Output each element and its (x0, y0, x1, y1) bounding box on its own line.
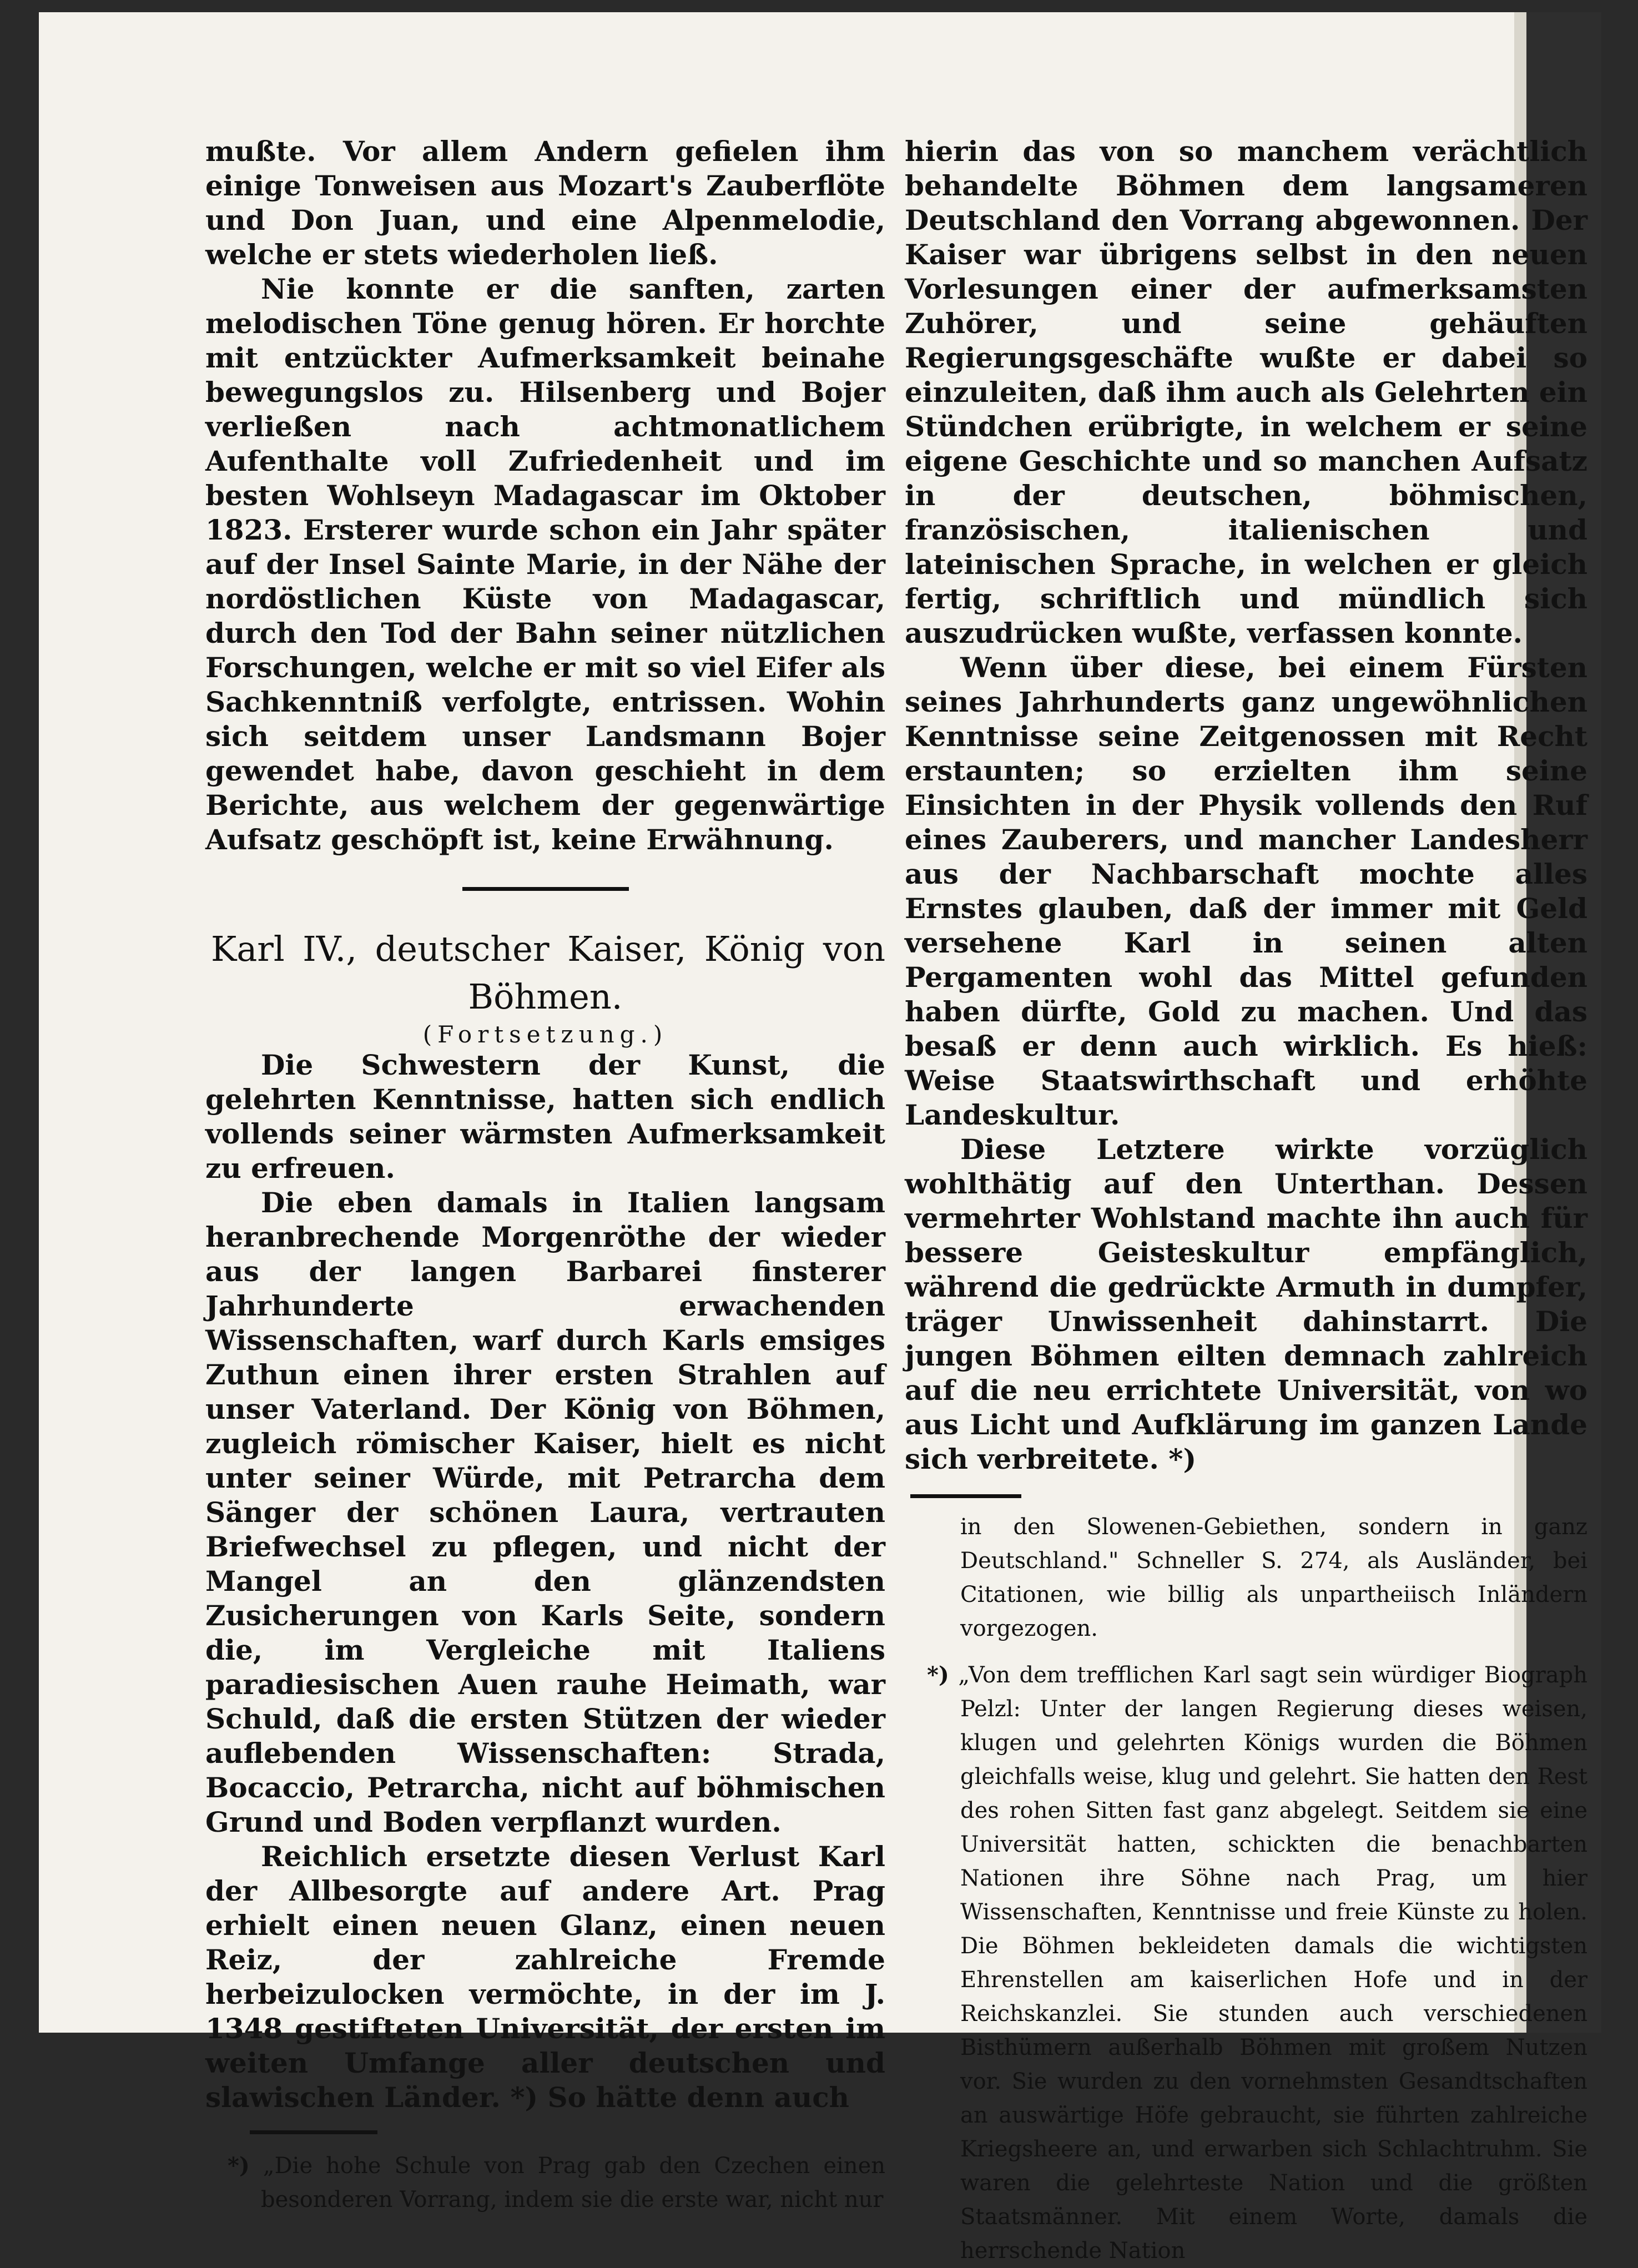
section-divider (462, 887, 629, 891)
right-column (905, 134, 1587, 2268)
article-title-line: Böhmen. (468, 976, 623, 1017)
paragraph: Nie konnte er die sanften, zarten melodischen Töne genug hören. Er horchte mit entzückter Aufmerksamkeit beinahe bewegungslos zu. Hilsenberg und Bojer verließen nach achtmonatlichem Aufenthalte voll Zufriedenheit und im besten Wohlseyn Madagascar im Oktober 1823. Ersterer wurde schon ein Jahr später auf der Insel Sainte Marie, in der Nähe der nordöstlichen Küste von Madagascar, durch den Tod der Bahn seiner nützlichen Forschungen, welche er mit so viel Eifer als Sachkenntniß verfolgte, entrissen. Wohin sich seitdem unser Landsmann Bojer gewendet habe, davon geschieht in dem Berichte, aus welchem der gegenwärtige Aufsatz geschöpft ist, keine Erwähnung. (205, 273, 885, 856)
paragraph: hierin das von so manchem verächtlich behandelte Böhmen dem langsameren Deutschland den Vorrang abgewonnen. Der Kaiser war übrigens selbst in den neuen Vorlesungen einer der aufmerksamsten Zuhörer, und seine gehäuften Regierungsgeschäfte wußte er dabei so einzuleiten, daß ihm auch als Gelehrten ein Stündchen erübrigte, in welchem er seine eigene Geschichte und so manchen Aufsatz in der deutschen, böhmischen, französischen, italienischen und lateinischen Sprache, in welchen er gleich fertig, schriftlich und mündlich sich auszudrücken wußte, verfassen konnte. (905, 135, 1587, 649)
paragraph: mußte. Vor allem Andern gefielen ihm einige Tonweisen aus Mozart's Zauberflöte und Don Juan, und eine Alpenmelodie, welche er stets wiederholen ließ. (205, 135, 885, 271)
article-subtitle: (Fortsetzung.) (422, 1021, 668, 1048)
footnote-marker: *) (927, 1662, 949, 1688)
paragraph: Die eben damals in Italien langsam heranbrechende Morgenröthe der wieder aus der langen Barbarei finsterer Jahrhunderte erwachenden Wissenschaften, warf durch Karls emsiges Zuthun einen ihrer ersten Strahlen auf unser Vaterland. Der König von Böhmen, zugleich römischer Kaiser, hielt es nicht unter seiner Würde, mit Petrarcha dem Sänger der schönen Laura, vertrauten Briefwechsel zu pflegen, und nicht der Mangel an den glänzendsten Zusicherungen von Karls Seite, sondern die, im Vergleiche mit Italiens paradiesischen Auen rauhe Heimath, war Schuld, daß die ersten Stützen der wieder auflebenden Wissenschaften: Strada, Bocaccio, Petrarcha, nicht auf böhmischen Grund und Boden verpflanzt wurden. (205, 1186, 885, 1838)
footnote-divider (250, 2130, 377, 2134)
footnote-text: „Die hohe Schule von Prag gab den Czechen einen besonderen Vorrang, indem sie die erste war, nicht nur (261, 2153, 886, 2212)
footnote-divider (910, 1494, 1021, 1498)
footnote-marker: *) (228, 2153, 250, 2179)
book-page (39, 12, 1601, 2264)
article-title (205, 925, 885, 1021)
footnote (905, 1658, 1587, 2268)
footnote-text: „Von dem trefflichen Karl sagt sein würdiger Biograph Pelzl: Unter der langen Regierung dieses weisen, klugen und gelehrten Königs wurden die Böhmen gleichfalls weise, klug und gelehrt. Sie hatten den Rest des rohen Sitten fast ganz abgelegt. Seitdem sie eine Universität hatten, schickten die benachbarten Nationen ihre Söhne nach Prag, um hier Wissenschaften, Kenntnisse und freie Künste zu holen. Die Böhmen bekleideten damals die wichtigsten Ehrenstellen am kaiserlichen Hofe und in der Reichskanzlei. Sie stunden auch verschiedenen Bisthümern außerhalb Böhmen mit großem Nutzen vor. Sie wurden zu den vornehmsten Gesandtschaften an auswärtige Höfe gebraucht, sie führten zahlreiche Kriegsheere an, und erwarben sich Schlachtruhm. Sie waren die gelehrteste Nation und die größten Staatsmänner. Mit einem Worte, damals die herrschende Nation (958, 1662, 1588, 2264)
paragraph: Reichlich ersetzte diesen Verlust Karl der Allbesorgte auf andere Art. Prag erhielt einen neuen Glanz, einen neuen Reiz, der zahlreiche Fremde herbeizulocken vermöchte, in der im J. 1348 gestifteten Universität, der ersten im weiten Umfange aller deutschen und slawischen Länder. *) So hätte denn auch (205, 1840, 885, 2114)
article-title-line: Karl IV., deutscher Kaiser, König von (211, 929, 885, 969)
footnote (205, 2149, 885, 2217)
paragraph: Die Schwestern der Kunst, die gelehrten Kenntnisse, hatten sich endlich vollends seiner wärmsten Aufmerksamkeit zu erfreuen. (205, 1049, 885, 1185)
paragraph: Diese Letztere wirkte vorzüglich wohlthätig auf den Unterthan. Dessen vermehrter Wohlstand machte ihn auch für bessere Geisteskultur empfänglich, während die gedrückte Armuth in dumpfer, träger Unwissenheit dahinstarrt. Die jungen Böhmen eilten demnach zahlreich auf die neu errichtete Universität, von wo aus Licht und Aufklärung im ganzen Lande sich verbreitete. *) (905, 1133, 1587, 1475)
paragraph: Wenn über diese, bei einem Fürsten seines Jahrhunderts ganz ungewöhnlichen Kenntnisse seine Zeitgenossen mit Recht erstaunten; so erzielten ihm seine Einsichten in der Physik vollends den Ruf eines Zauberers, und mancher Landesherr aus der Nachbarschaft mochte alles Ernstes glauben, daß der immer mit Geld versehene Karl in seinen alten Pergamenten wohl das Mittel gefunden haben dürfte, Gold zu machen. Und das besaß er denn auch wirklich. Es hieß: Weise Staatswirthschaft und erhöhte Landeskultur. (905, 651, 1587, 1131)
left-column (205, 134, 885, 2217)
footnote-continuation: in den Slowenen-Gebiethen, sondern in ganz Deutschland." Schneller S. 274, als Ausländer, bei Citationen, wie billig als unpartheiisch Inländern vorgezogen. (960, 1514, 1587, 1641)
